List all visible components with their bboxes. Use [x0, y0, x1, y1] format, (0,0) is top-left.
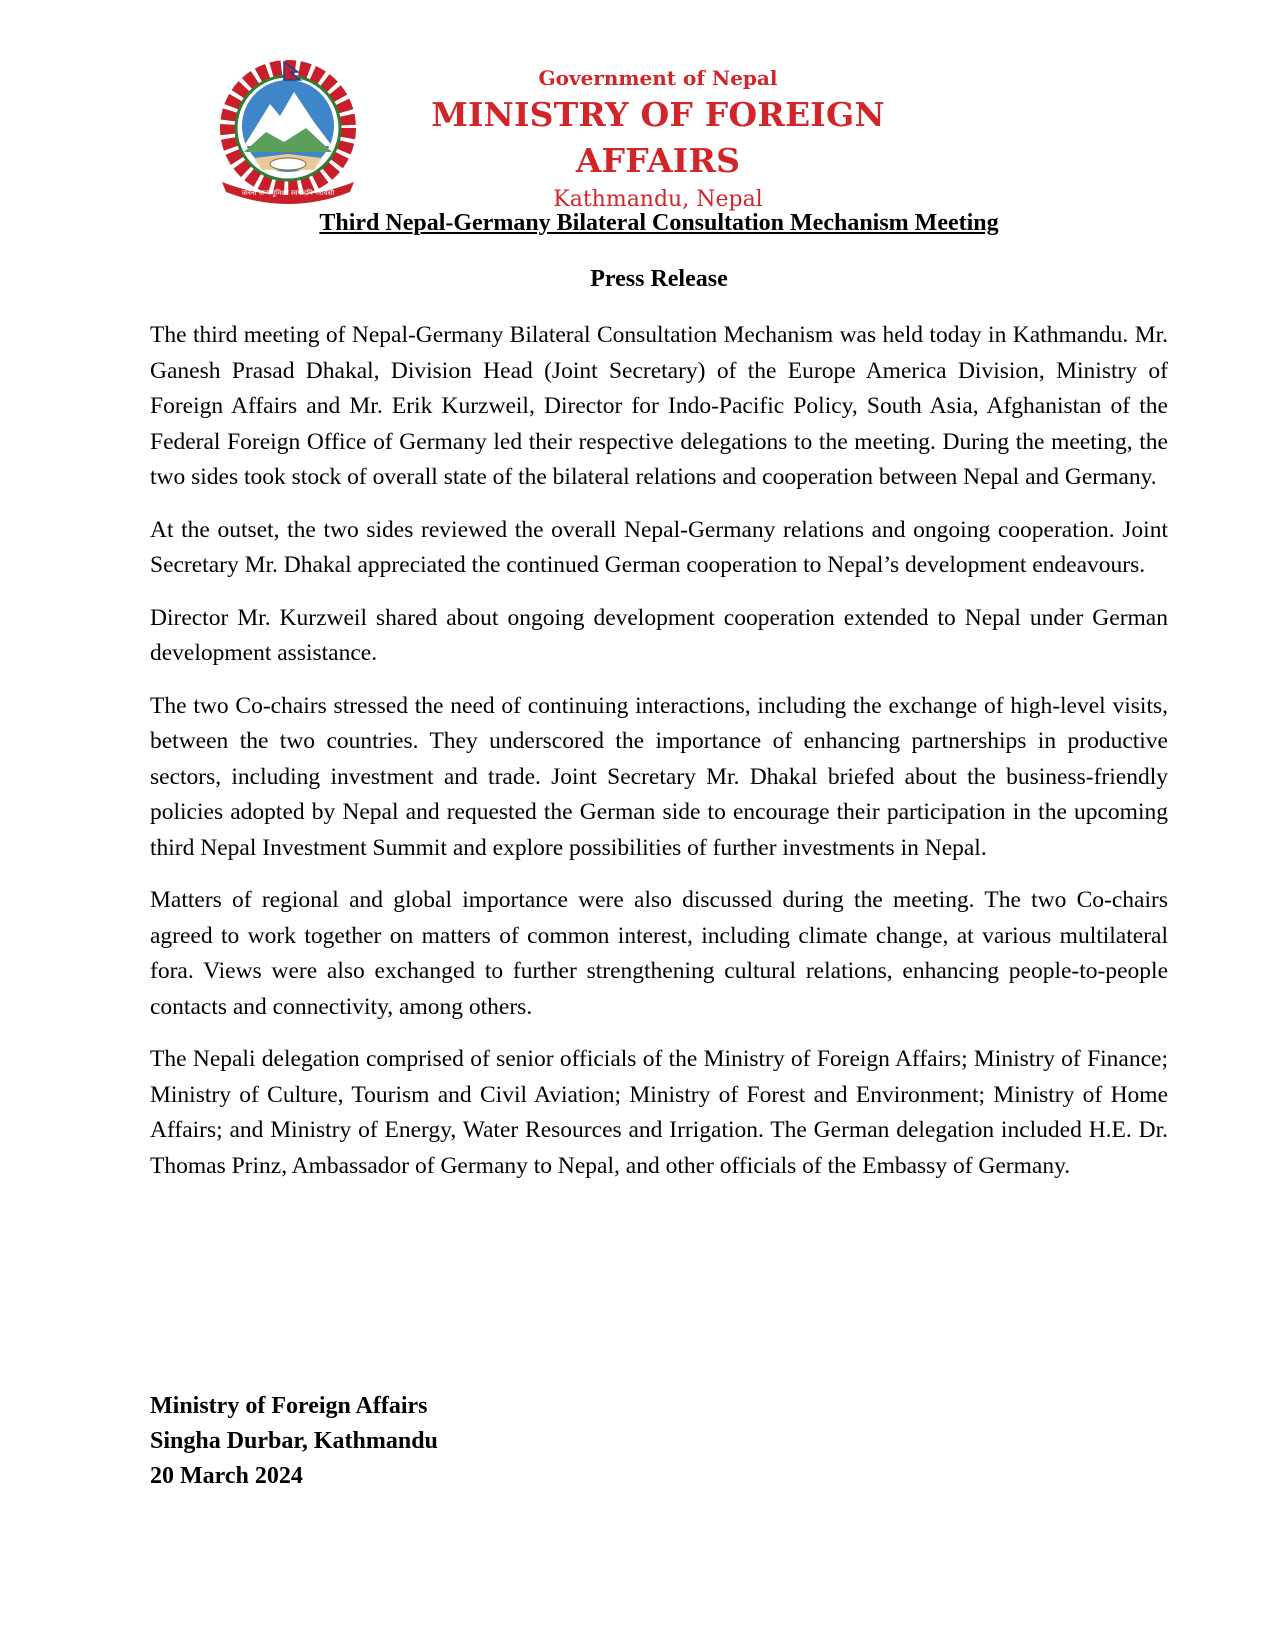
government-heading: Government of Nepal: [538, 66, 778, 90]
svg-text:जननी जन्मभूमिश्च स्वर्गादपि गर: जननी जन्मभूमिश्च स्वर्गादपि गरीयसी: [241, 189, 335, 197]
paragraph: At the outset, the two sides reviewed the overall Nepal-Germany relations and ongoing cooperation. Joint Secretary Mr. Dhakal appreciated the continued German cooperation to Nepal’s development endeavours.: [150, 516, 1168, 578]
press-release-body: [150, 318, 1168, 1201]
paragraph: The third meeting of Nepal-Germany Bilateral Consultation Mechanism was held today in Kathmandu. Mr. Ganesh Prasad Dhakal, Division Head (Joint Secretary) of the Europe America Division, Ministry of Foreign Affairs and Mr. Erik Kurzweil, Director for Indo-Pacific Policy, South Asia, Afghanistan of the Federal Foreign Office of Germany led their respective delegations to the meeting. During the meeting, the two sides took stock of overall state of the bilateral relations and cooperation between Nepal and Germany.: [150, 322, 1168, 490]
document-title: Third Nepal-Germany Bilateral Consultation Mechanism Meeting: [319, 210, 999, 236]
paragraph: Matters of regional and global importance were also discussed during the meeting. The two Co-chairs agreed to work together on matters of common interest, including climate change, at various multilateral fora. Views were also exchanged to further strengthening cultural relations, enhancing people-to-people contacts and connectivity, among others.: [150, 887, 1168, 1020]
signature-block: [150, 1389, 438, 1494]
signature-org: Ministry of Foreign Affairs: [150, 1393, 428, 1419]
signature-place: Singha Durbar, Kathmandu: [150, 1428, 438, 1454]
paragraph: The two Co-chairs stressed the need of continuing interactions, including the exchange of high-level visits, between the two countries. They underscored the importance of enhancing partnerships in productive sectors, including investment and trade. Joint Secretary Mr. Dhakal briefed about the business-friendly policies adopted by Nepal and requested the German side to encourage their participation in the upcoming third Nepal Investment Summit and explore possibilities of further investments in Nepal.: [150, 692, 1168, 861]
signature-date: 20 March 2024: [150, 1463, 303, 1489]
paragraph: Director Mr. Kurzweil shared about ongoing development cooperation extended to Nepal under German development assistance.: [150, 604, 1168, 666]
document-subtitle: Press Release: [590, 266, 728, 292]
city-heading: Kathmandu, Nepal: [553, 187, 763, 212]
paragraph: The Nepali delegation comprised of senior officials of the Ministry of Foreign Affairs; Ministry of Finance; Ministry of Culture, Tourism and Civil Aviation; Ministry of Forest and Environment; Ministry of Home Affairs; and Ministry of Energy, Water Resources and Irrigation. The German delegation included H.E. Dr. Thomas Prinz, Ambassador of Germany to Nepal, and other officials of the Embassy of Germany.: [150, 1046, 1168, 1179]
letterhead: [378, 64, 938, 216]
ministry-heading: MINISTRY OF FOREIGN AFFAIRS: [431, 95, 885, 180]
nepal-emblem-icon: [214, 58, 362, 204]
